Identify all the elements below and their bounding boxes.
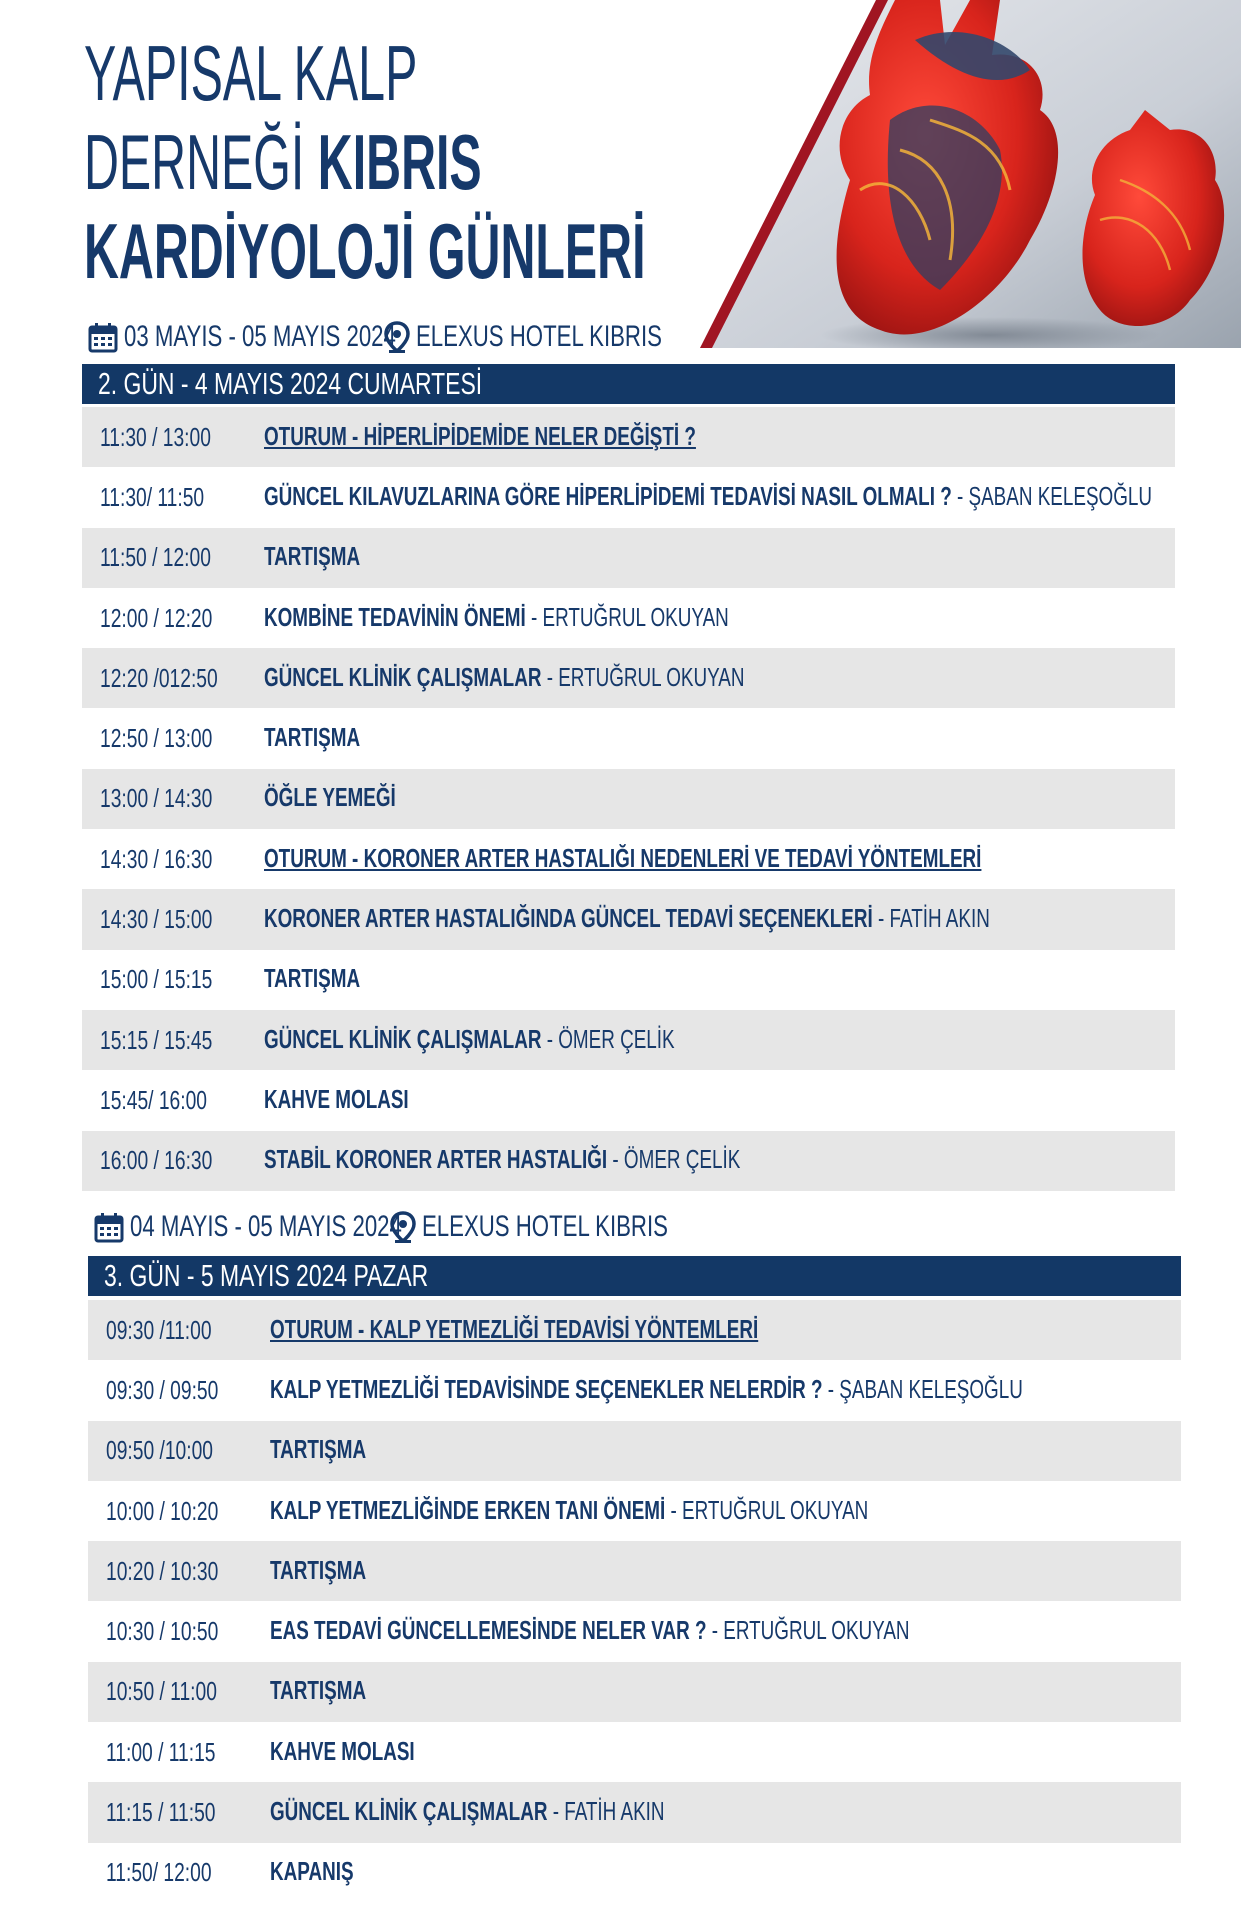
table-row: 10:20 / 10:30 TARTIŞMA [88, 1541, 1181, 1601]
calendar-icon [94, 1211, 124, 1243]
table-row: 11:30/ 11:50 GÜNCEL KILAVUZLARINA GÖRE HİPERLİPİDEMİ TEDAVİSİ NASIL OLMALI ? - ŞABAN KELEŞOĞLU [100, 481, 1153, 512]
event-venue: ELEXUS HOTEL KIBRIS [422, 1210, 668, 1243]
day3-header: 3. GÜN - 5 MAYIS 2024 PAZAR [88, 1256, 1181, 1296]
table-row: 15:15 / 15:45 GÜNCEL KLİNİK ÇALIŞMALAR - ÖMER ÇELİK [82, 1010, 1175, 1070]
table-row: 13:00 / 14:30 ÖĞLE YEMEĞİ [82, 769, 1175, 829]
table-row: 15:45/ 16:00 KAHVE MOLASI [100, 1084, 409, 1115]
title-line-2: DERNEĞİ [84, 118, 318, 206]
title-line-2-bold: KIBRIS [317, 118, 482, 206]
heart-illustration [700, 0, 1241, 348]
table-row: 16:00 / 16:30 STABİL KORONER ARTER HASTALIĞI - ÖMER ÇELİK [82, 1131, 1175, 1191]
event-info-day3 [94, 1210, 754, 1244]
day3-schedule [88, 1300, 1181, 1903]
day2-schedule [82, 407, 1175, 1191]
table-row: 10:50 / 11:00 TARTIŞMA [88, 1662, 1181, 1722]
table-row: 14:30 / 16:30 OTURUM - KORONER ARTER HASTALIĞI NEDENLERİ VE TEDAVİ YÖNTEMLERİ [100, 843, 982, 874]
table-row: 11:50/ 12:00 KAPANIŞ [106, 1857, 354, 1888]
calendar-icon [88, 321, 118, 353]
table-row: 12:00 / 12:20 KOMBİNE TEDAVİNİN ÖNEMİ - ERTUĞRUL OKUYAN [100, 602, 729, 633]
table-row: 14:30 / 15:00 KORONER ARTER HASTALIĞINDA GÜNCEL TEDAVİ SEÇENEKLERİ - FATİH AKIN [82, 889, 1175, 949]
day2-header: 2. GÜN - 4 MAYIS 2024 CUMARTESİ [82, 364, 1175, 404]
table-row: 09:50 /10:00 TARTIŞMA [88, 1421, 1181, 1481]
event-dates: 03 MAYIS - 05 MAYIS 2024 [124, 320, 396, 353]
table-row: 12:20 /012:50 GÜNCEL KLİNİK ÇALIŞMALAR - ERTUĞRUL OKUYAN [82, 648, 1175, 708]
event-venue: ELEXUS HOTEL KIBRIS [416, 320, 662, 353]
event-info [88, 320, 748, 354]
table-row: 15:00 / 15:15 TARTIŞMA [100, 964, 361, 995]
table-row: 10:30 / 10:50 EAS TEDAVİ GÜNCELLEMESİNDE NELER VAR ? - ERTUĞRUL OKUYAN [106, 1616, 910, 1647]
title-line-1: YAPISAL KALP [84, 29, 418, 117]
table-row: 10:00 / 10:20 KALP YETMEZLİĞİNDE ERKEN TANI ÖNEMİ - ERTUĞRUL OKUYAN [106, 1495, 869, 1526]
table-row: 12:50 / 13:00 TARTIŞMA [100, 723, 361, 754]
title-line-3: KARDİYOLOJİ GÜNLERİ [84, 207, 646, 295]
table-row: 09:30 / 09:50 KALP YETMEZLİĞİ TEDAVİSİNDE SEÇENEKLER NELERDİR ? - ŞABAN KELEŞOĞLU [106, 1374, 1023, 1405]
table-row: 09:30 /11:00 OTURUM - KALP YETMEZLİĞİ TEDAVİSİ YÖNTEMLERİ [88, 1300, 1181, 1360]
event-dates: 04 MAYIS - 05 MAYIS 2024 [130, 1210, 402, 1243]
table-row: 11:50 / 12:00 TARTIŞMA [82, 528, 1175, 588]
table-row: 11:00 / 11:15 KAHVE MOLASI [106, 1736, 415, 1767]
table-row: 11:15 / 11:50 GÜNCEL KLİNİK ÇALIŞMALAR - FATİH AKIN [88, 1782, 1181, 1842]
table-row: 11:30 / 13:00 OTURUM - HİPERLİPİDEMİDE NELER DEĞİŞTİ ? [82, 407, 1175, 467]
